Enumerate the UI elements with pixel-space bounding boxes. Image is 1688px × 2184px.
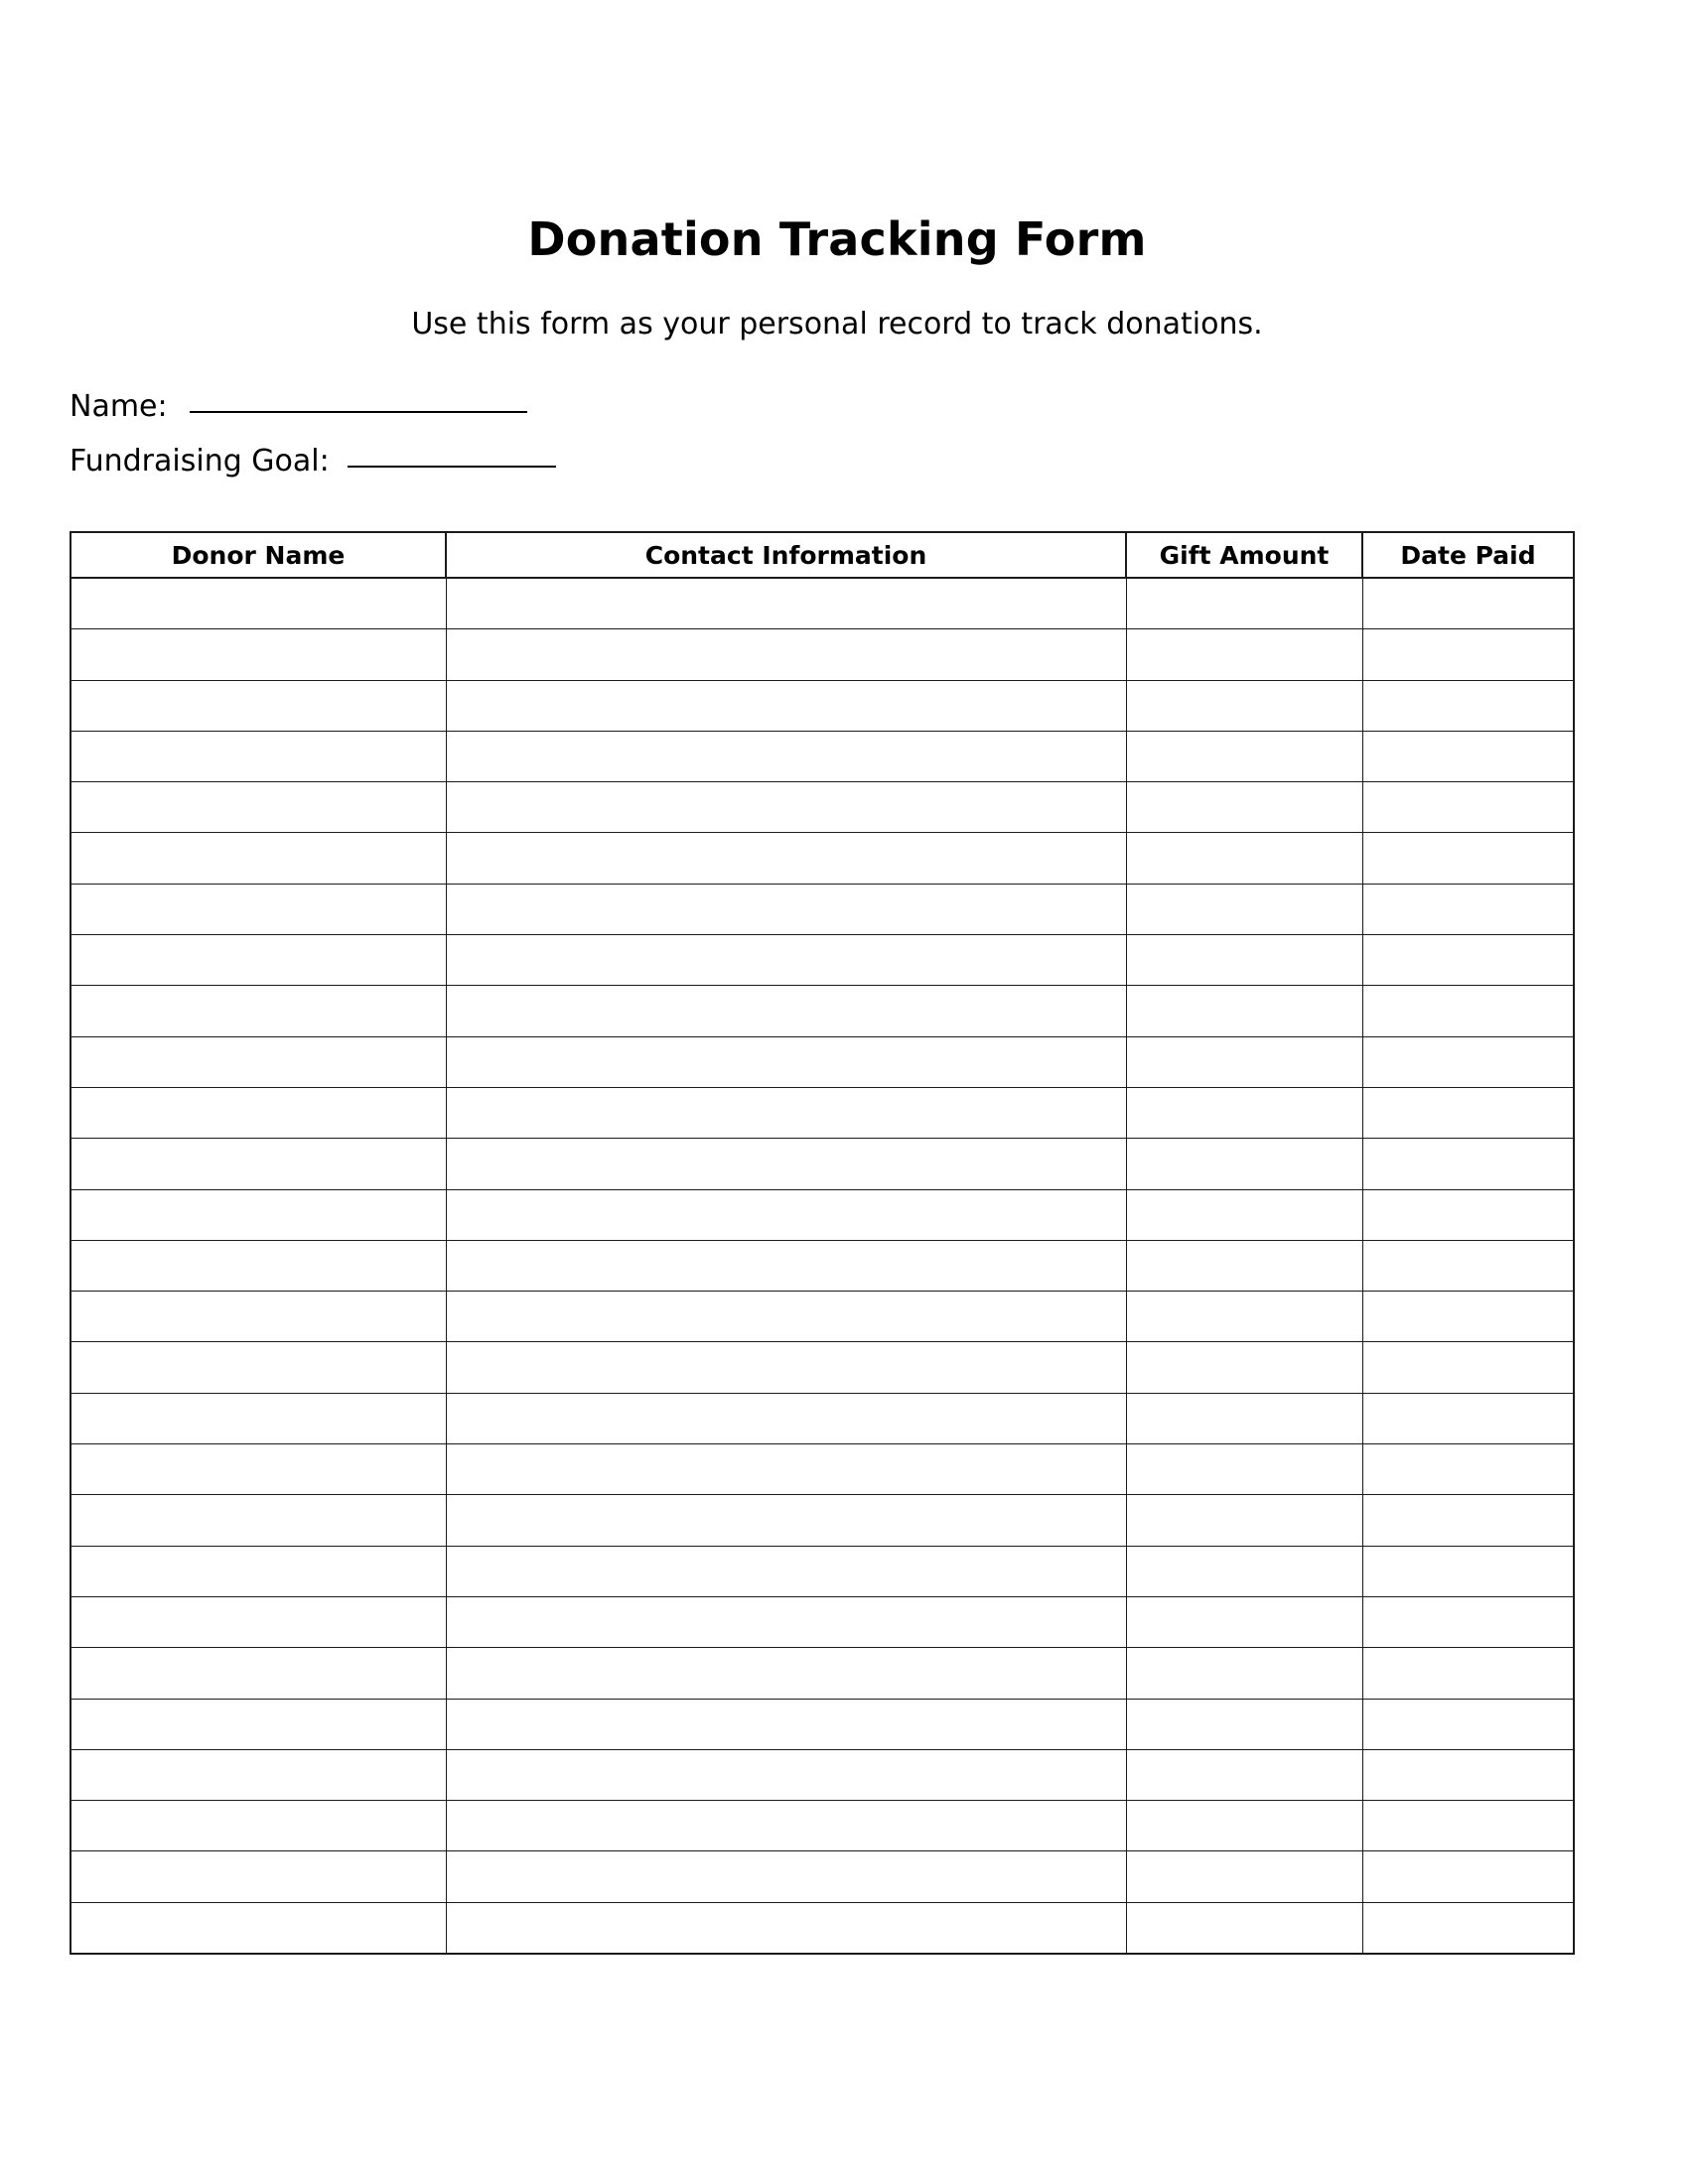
cell-gift_amount[interactable] <box>1126 731 1362 781</box>
cell-donor_name[interactable] <box>70 1902 446 1954</box>
cell-donor_name[interactable] <box>70 782 446 833</box>
table-row <box>70 1087 1574 1138</box>
cell-contact_information[interactable] <box>446 1087 1126 1138</box>
cell-date_paid[interactable] <box>1362 782 1574 833</box>
cell-contact_information[interactable] <box>446 629 1126 680</box>
table-row <box>70 935 1574 986</box>
page-title: Donation Tracking Form <box>527 211 1147 266</box>
cell-gift_amount[interactable] <box>1126 1393 1362 1443</box>
cell-contact_information[interactable] <box>446 986 1126 1036</box>
cell-date_paid[interactable] <box>1362 1699 1574 1749</box>
table-row <box>70 884 1574 934</box>
cell-date_paid[interactable] <box>1362 1749 1574 1800</box>
column-header-gift-amount: Gift Amount <box>1126 532 1362 578</box>
cell-donor_name[interactable] <box>70 884 446 934</box>
cell-date_paid[interactable] <box>1362 884 1574 934</box>
cell-contact_information[interactable] <box>446 1749 1126 1800</box>
cell-date_paid[interactable] <box>1362 986 1574 1036</box>
table-row <box>70 1444 1574 1495</box>
cell-date_paid[interactable] <box>1362 1189 1574 1240</box>
cell-gift_amount[interactable] <box>1126 1240 1362 1291</box>
cell-contact_information[interactable] <box>446 1648 1126 1699</box>
cell-gift_amount[interactable] <box>1126 1444 1362 1495</box>
cell-donor_name[interactable] <box>70 629 446 680</box>
table-row <box>70 1292 1574 1342</box>
cell-donor_name[interactable] <box>70 1749 446 1800</box>
cell-gift_amount[interactable] <box>1126 1139 1362 1189</box>
table-row <box>70 782 1574 833</box>
column-header-donor-name: Donor Name <box>70 532 446 578</box>
cell-contact_information[interactable] <box>446 833 1126 884</box>
cell-contact_information[interactable] <box>446 1342 1126 1393</box>
table-row <box>70 1648 1574 1699</box>
cell-gift_amount[interactable] <box>1126 1087 1362 1138</box>
cell-date_paid[interactable] <box>1362 578 1574 629</box>
cell-donor_name[interactable] <box>70 1240 446 1291</box>
cell-donor_name[interactable] <box>70 1801 446 1851</box>
table-row <box>70 680 1574 731</box>
cell-contact_information[interactable] <box>446 1139 1126 1189</box>
table-row <box>70 1393 1574 1443</box>
cell-donor_name[interactable] <box>70 1648 446 1699</box>
cell-gift_amount[interactable] <box>1126 1749 1362 1800</box>
fundraising-goal-field-row <box>70 444 556 478</box>
cell-date_paid[interactable] <box>1362 1342 1574 1393</box>
cell-date_paid[interactable] <box>1362 1139 1574 1189</box>
table-row <box>70 1546 1574 1596</box>
cell-date_paid[interactable] <box>1362 1902 1574 1954</box>
cell-gift_amount[interactable] <box>1126 1648 1362 1699</box>
cell-donor_name[interactable] <box>70 1139 446 1189</box>
cell-gift_amount[interactable] <box>1126 1801 1362 1851</box>
cell-contact_information[interactable] <box>446 1292 1126 1342</box>
column-header-contact-information: Contact Information <box>446 532 1126 578</box>
cell-donor_name[interactable] <box>70 986 446 1036</box>
table-row <box>70 578 1574 629</box>
table-row <box>70 986 1574 1036</box>
cell-gift_amount[interactable] <box>1126 986 1362 1036</box>
cell-date_paid[interactable] <box>1362 1495 1574 1546</box>
cell-donor_name[interactable] <box>70 731 446 781</box>
table-row <box>70 1902 1574 1954</box>
cell-date_paid[interactable] <box>1362 833 1574 884</box>
cell-date_paid[interactable] <box>1362 1851 1574 1902</box>
cell-gift_amount[interactable] <box>1126 935 1362 986</box>
cell-contact_information[interactable] <box>446 782 1126 833</box>
cell-gift_amount[interactable] <box>1126 1342 1362 1393</box>
cell-donor_name[interactable] <box>70 833 446 884</box>
table-row <box>70 1240 1574 1291</box>
donation-table <box>70 531 1575 1955</box>
cell-gift_amount[interactable] <box>1126 833 1362 884</box>
cell-gift_amount[interactable] <box>1126 884 1362 934</box>
cell-donor_name[interactable] <box>70 1393 446 1443</box>
cell-date_paid[interactable] <box>1362 731 1574 781</box>
cell-contact_information[interactable] <box>446 680 1126 731</box>
cell-contact_information[interactable] <box>446 1495 1126 1546</box>
cell-contact_information[interactable] <box>446 1240 1126 1291</box>
table-row <box>70 1851 1574 1902</box>
table-row <box>70 1749 1574 1800</box>
cell-date_paid[interactable] <box>1362 1801 1574 1851</box>
table-row <box>70 833 1574 884</box>
cell-contact_information[interactable] <box>446 1444 1126 1495</box>
table-row <box>70 1495 1574 1546</box>
cell-contact_information[interactable] <box>446 578 1126 629</box>
cell-date_paid[interactable] <box>1362 1596 1574 1647</box>
column-header-date-paid: Date Paid <box>1362 532 1574 578</box>
cell-donor_name[interactable] <box>70 1087 446 1138</box>
cell-date_paid[interactable] <box>1362 935 1574 986</box>
cell-contact_information[interactable] <box>446 1596 1126 1647</box>
cell-contact_information[interactable] <box>446 1801 1126 1851</box>
cell-gift_amount[interactable] <box>1126 1292 1362 1342</box>
table-row <box>70 629 1574 680</box>
cell-date_paid[interactable] <box>1362 1393 1574 1443</box>
cell-date_paid[interactable] <box>1362 1444 1574 1495</box>
cell-contact_information[interactable] <box>446 1546 1126 1596</box>
table-row <box>70 1596 1574 1647</box>
cell-gift_amount[interactable] <box>1126 1596 1362 1647</box>
cell-gift_amount[interactable] <box>1126 578 1362 629</box>
cell-donor_name[interactable] <box>70 680 446 731</box>
cell-contact_information[interactable] <box>446 1851 1126 1902</box>
cell-gift_amount[interactable] <box>1126 1699 1362 1749</box>
donation-table-container <box>70 531 1573 1955</box>
name-field-label: Name: <box>70 389 168 424</box>
cell-contact_information[interactable] <box>446 935 1126 986</box>
cell-donor_name[interactable] <box>70 1342 446 1393</box>
cell-date_paid[interactable] <box>1362 1292 1574 1342</box>
cell-donor_name[interactable] <box>70 1292 446 1342</box>
table-row <box>70 1189 1574 1240</box>
cell-gift_amount[interactable] <box>1126 782 1362 833</box>
cell-date_paid[interactable] <box>1362 1648 1574 1699</box>
cell-donor_name[interactable] <box>70 1699 446 1749</box>
cell-contact_information[interactable] <box>446 884 1126 934</box>
cell-donor_name[interactable] <box>70 935 446 986</box>
table-row <box>70 731 1574 781</box>
cell-contact_information[interactable] <box>446 1699 1126 1749</box>
cell-donor_name[interactable] <box>70 1546 446 1596</box>
cell-contact_information[interactable] <box>446 1036 1126 1087</box>
cell-date_paid[interactable] <box>1362 1546 1574 1596</box>
cell-contact_information[interactable] <box>446 1189 1126 1240</box>
cell-date_paid[interactable] <box>1362 1087 1574 1138</box>
table-header-row <box>70 532 1574 578</box>
table-body <box>70 578 1574 1954</box>
cell-gift_amount[interactable] <box>1126 1546 1362 1596</box>
cell-date_paid[interactable] <box>1362 1240 1574 1291</box>
fundraising-goal-field-label: Fundraising Goal: <box>70 444 330 478</box>
name-input[interactable] <box>190 410 527 413</box>
cell-contact_information[interactable] <box>446 1902 1126 1954</box>
cell-donor_name[interactable] <box>70 1851 446 1902</box>
cell-gift_amount[interactable] <box>1126 1189 1362 1240</box>
table-row <box>70 1699 1574 1749</box>
cell-date_paid[interactable] <box>1362 680 1574 731</box>
cell-gift_amount[interactable] <box>1126 1851 1362 1902</box>
cell-donor_name[interactable] <box>70 1036 446 1087</box>
cell-donor_name[interactable] <box>70 1444 446 1495</box>
table-row <box>70 1036 1574 1087</box>
cell-gift_amount[interactable] <box>1126 1902 1362 1954</box>
table-header <box>70 532 1574 578</box>
cell-donor_name[interactable] <box>70 578 446 629</box>
cell-gift_amount[interactable] <box>1126 1495 1362 1546</box>
cell-date_paid[interactable] <box>1362 629 1574 680</box>
cell-gift_amount[interactable] <box>1126 1036 1362 1087</box>
page-subtitle: Use this form as your personal record to track donations. <box>411 307 1263 341</box>
name-field-row <box>70 389 527 424</box>
fundraising-goal-input[interactable] <box>348 465 556 468</box>
table-row <box>70 1342 1574 1393</box>
cell-donor_name[interactable] <box>70 1495 446 1546</box>
table-row <box>70 1801 1574 1851</box>
cell-contact_information[interactable] <box>446 1393 1126 1443</box>
cell-gift_amount[interactable] <box>1126 629 1362 680</box>
cell-donor_name[interactable] <box>70 1596 446 1647</box>
cell-donor_name[interactable] <box>70 1189 446 1240</box>
cell-date_paid[interactable] <box>1362 1036 1574 1087</box>
table-row <box>70 1139 1574 1189</box>
cell-contact_information[interactable] <box>446 731 1126 781</box>
cell-gift_amount[interactable] <box>1126 680 1362 731</box>
